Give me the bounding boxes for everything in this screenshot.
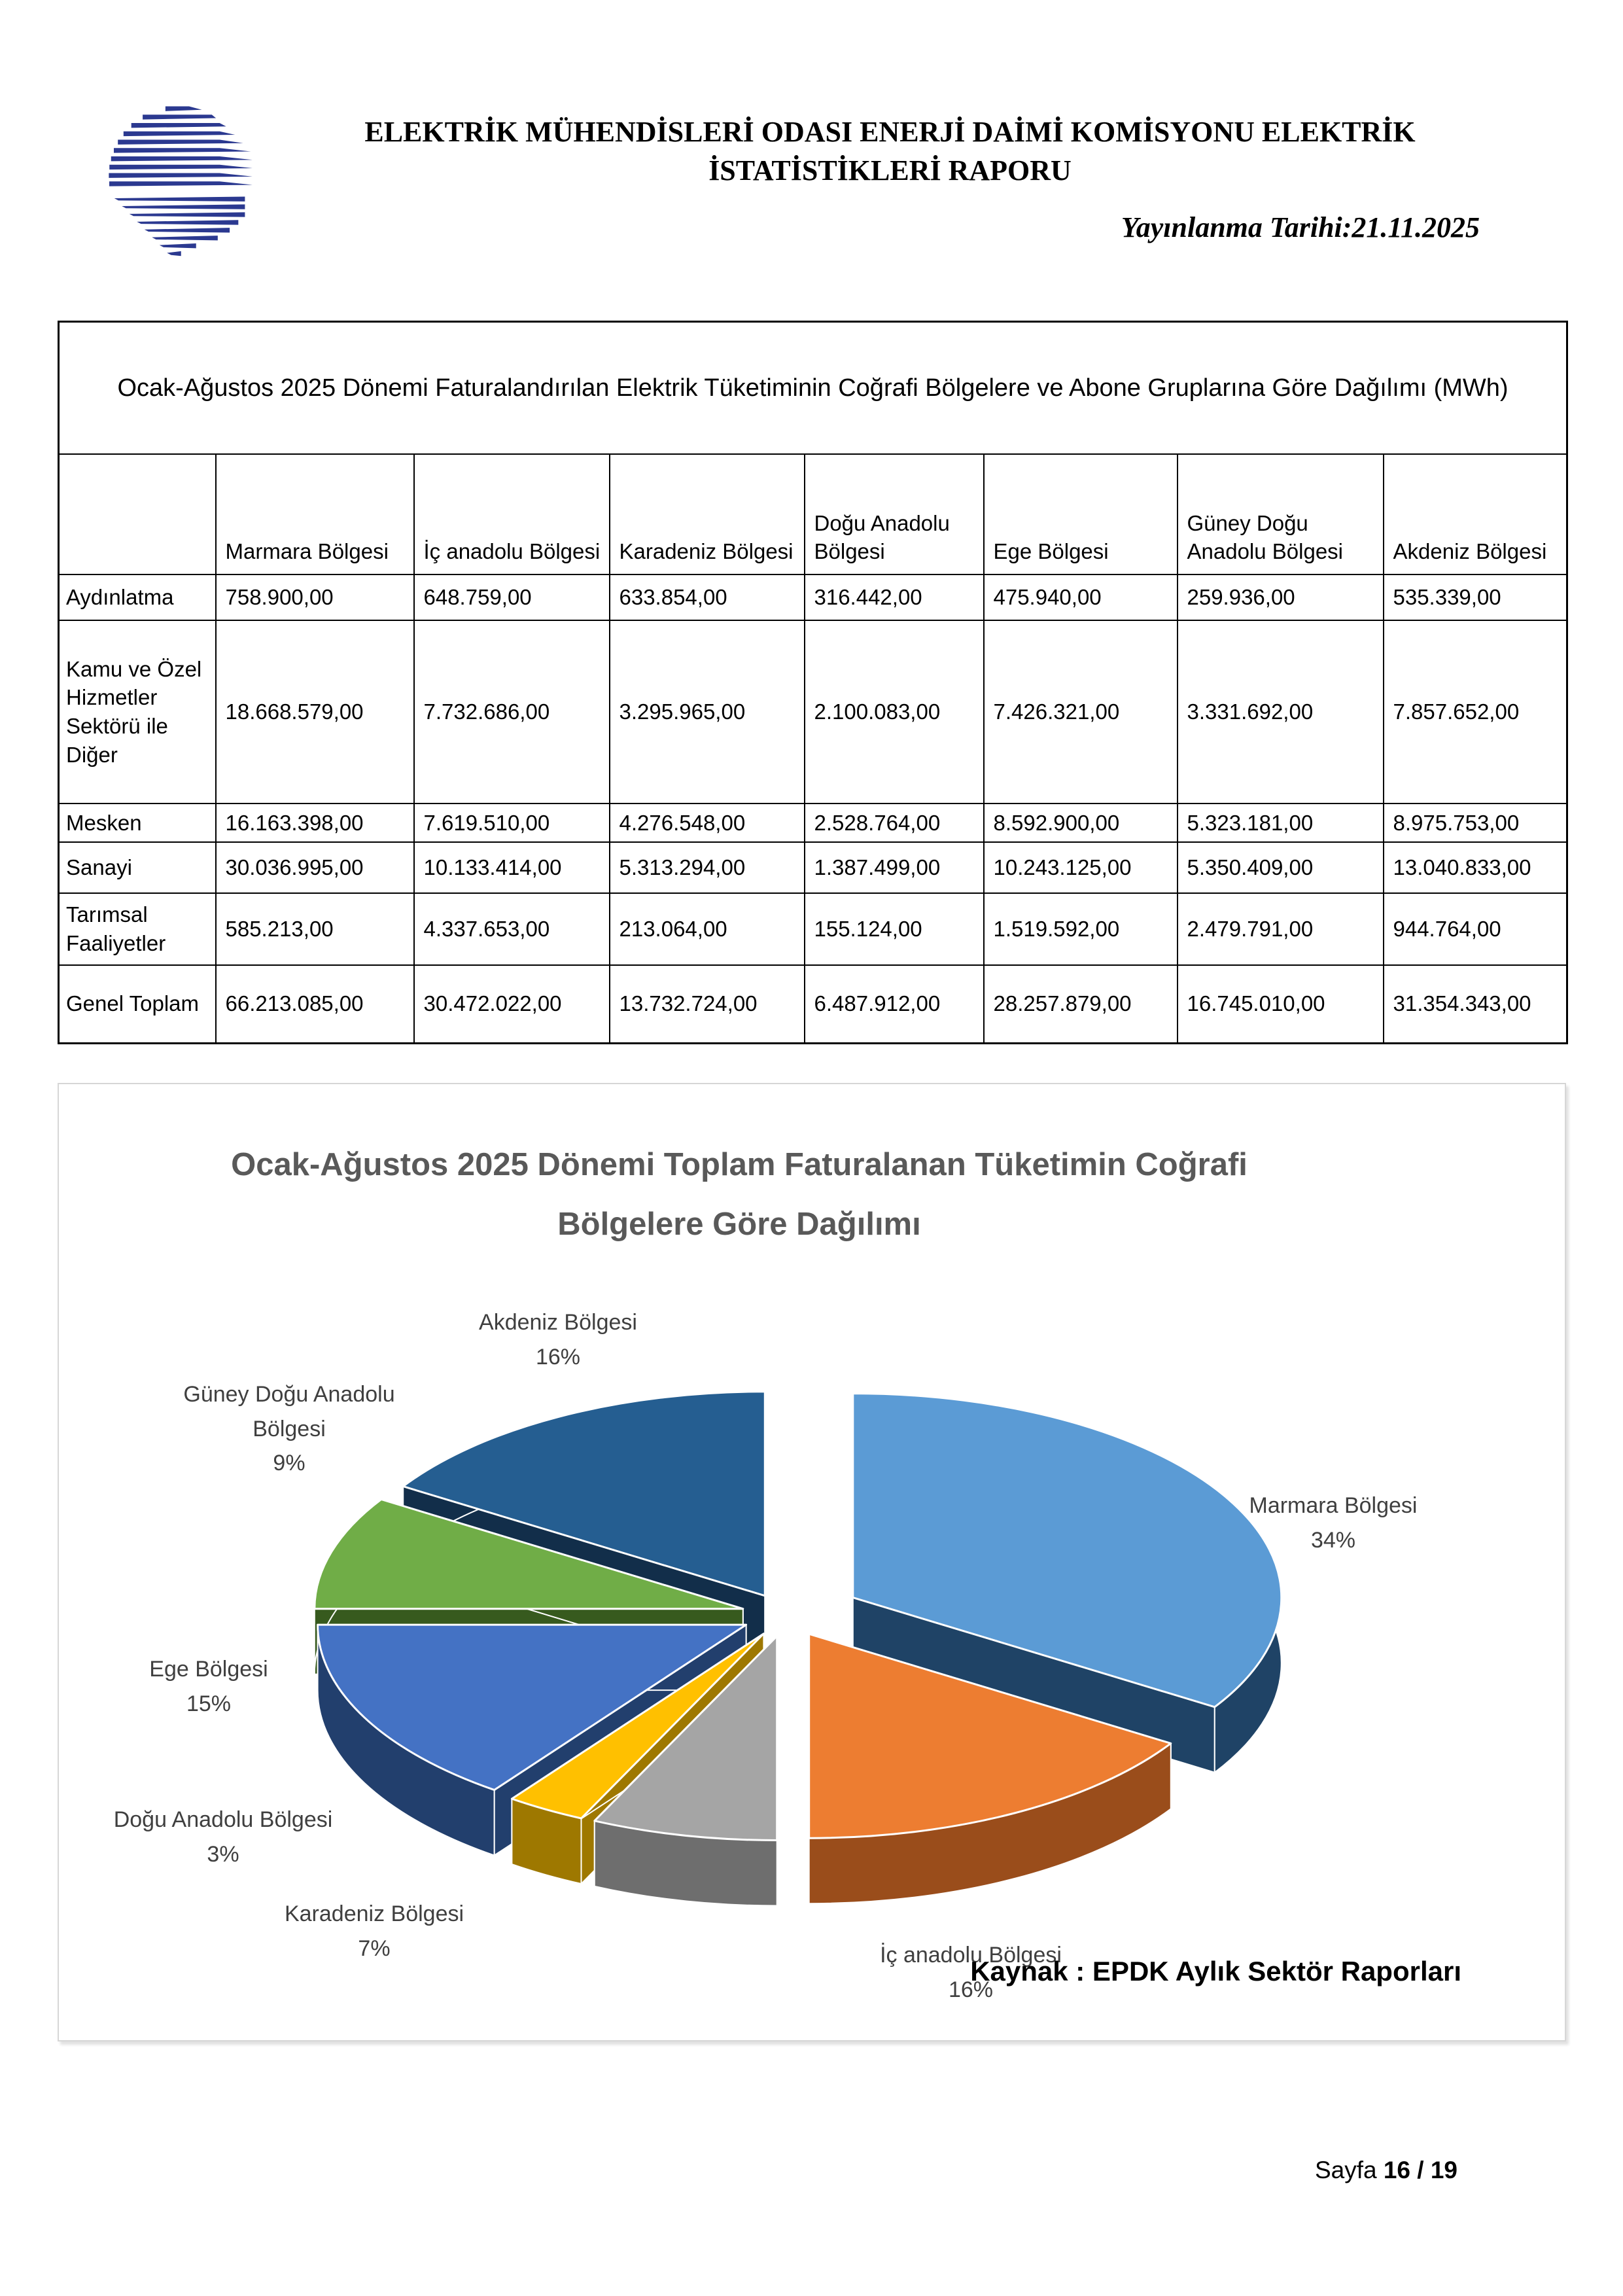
value-cell: 5.313.294,00 bbox=[610, 842, 805, 893]
value-cell: 30.472.022,00 bbox=[414, 965, 610, 1043]
consumption-table bbox=[58, 321, 1568, 1044]
value-cell: 1.387.499,00 bbox=[805, 842, 984, 893]
page-number bbox=[1315, 2157, 1457, 2184]
value-cell: 7.426.321,00 bbox=[984, 620, 1178, 804]
value-cell: 10.133.414,00 bbox=[414, 842, 610, 893]
col-header-doguanadolu: Doğu Anadolu Bölgesi bbox=[805, 454, 984, 574]
value-cell: 13.732.724,00 bbox=[610, 965, 805, 1043]
chart-source: Kaynak : EPDK Aylık Sektör Raporları bbox=[970, 1956, 1461, 1987]
table-row bbox=[59, 804, 1567, 842]
value-cell: 259.936,00 bbox=[1178, 574, 1384, 620]
col-header-marmara: Marmara Bölgesi bbox=[216, 454, 414, 574]
value-cell: 18.668.579,00 bbox=[216, 620, 414, 804]
value-cell: 316.442,00 bbox=[805, 574, 984, 620]
row-label: Kamu ve Özel Hizmetler Sektörü ile Diğer bbox=[59, 620, 216, 804]
value-cell: 30.036.995,00 bbox=[216, 842, 414, 893]
value-cell: 535.339,00 bbox=[1384, 574, 1567, 620]
value-cell: 6.487.912,00 bbox=[805, 965, 984, 1043]
value-cell: 8.975.753,00 bbox=[1384, 804, 1567, 842]
col-header-guneydogu: Güney Doğu Anadolu Bölgesi bbox=[1178, 454, 1384, 574]
value-cell: 3.331.692,00 bbox=[1178, 620, 1384, 804]
table-row bbox=[59, 965, 1567, 1043]
table-title: Ocak-Ağustos 2025 Dönemi Faturalandırılan Elektrik Tüketiminin Coğrafi Bölgelere ve Abone Gruplarına Göre Dağılımı (MWh) bbox=[59, 322, 1567, 455]
value-cell: 213.064,00 bbox=[610, 893, 805, 965]
value-cell: 585.213,00 bbox=[216, 893, 414, 965]
report-title-line2: İSTATİSTİKLERİ RAPORU bbox=[708, 154, 1072, 187]
table-row bbox=[59, 620, 1567, 804]
value-cell: 5.350.409,00 bbox=[1178, 842, 1384, 893]
table-row bbox=[59, 842, 1567, 893]
corner-cell bbox=[59, 454, 216, 574]
chart-panel bbox=[58, 1083, 1566, 2041]
col-header-icanadolu: İç anadolu Bölgesi bbox=[414, 454, 610, 574]
pie-slice-label: Karadeniz Bölgesi 7% bbox=[284, 1901, 464, 1961]
report-title bbox=[275, 113, 1505, 190]
value-cell: 31.354.343,00 bbox=[1384, 965, 1567, 1043]
table-header-row bbox=[59, 454, 1567, 574]
value-cell: 944.764,00 bbox=[1384, 893, 1567, 965]
report-title-line1: ELEKTRİK MÜHENDİSLERİ ODASI ENERJİ DAİMİ KOMİSYONU ELEKTRİK bbox=[364, 116, 1416, 148]
pie-slice-label: Ege Bölgesi 15% bbox=[149, 1657, 268, 1716]
value-cell: 633.854,00 bbox=[610, 574, 805, 620]
pie-slice-label: Güney Doğu Anadolu Bölgesi 9% bbox=[183, 1382, 395, 1476]
table-title-row bbox=[59, 322, 1567, 455]
row-label: Genel Toplam bbox=[59, 965, 216, 1043]
value-cell: 4.276.548,00 bbox=[610, 804, 805, 842]
pie-slice-label: Akdeniz Bölgesi 16% bbox=[479, 1310, 637, 1369]
value-cell: 758.900,00 bbox=[216, 574, 414, 620]
col-header-karadeniz: Karadeniz Bölgesi bbox=[610, 454, 805, 574]
value-cell: 66.213.085,00 bbox=[216, 965, 414, 1043]
value-cell: 7.732.686,00 bbox=[414, 620, 610, 804]
page-number-label: Sayfa bbox=[1314, 2157, 1377, 2183]
value-cell: 4.337.653,00 bbox=[414, 893, 610, 965]
col-header-ege: Ege Bölgesi bbox=[984, 454, 1178, 574]
value-cell: 7.857.652,00 bbox=[1384, 620, 1567, 804]
row-label: Mesken bbox=[59, 804, 216, 842]
table-row bbox=[59, 893, 1567, 965]
col-header-akdeniz: Akdeniz Bölgesi bbox=[1384, 454, 1567, 574]
row-label: Tarımsal Faaliyetler bbox=[59, 893, 216, 965]
row-label: Aydınlatma bbox=[59, 574, 216, 620]
value-cell: 475.940,00 bbox=[984, 574, 1178, 620]
table-row bbox=[59, 574, 1567, 620]
value-cell: 28.257.879,00 bbox=[984, 965, 1178, 1043]
publish-date: Yayınlanma Tarihi:21.11.2025 bbox=[1121, 211, 1480, 243]
value-cell: 16.745.010,00 bbox=[1178, 965, 1384, 1043]
value-cell: 10.243.125,00 bbox=[984, 842, 1178, 893]
value-cell: 155.124,00 bbox=[805, 893, 984, 965]
chart-title-line2: Bölgelere Göre Dağılımı bbox=[557, 1206, 921, 1242]
value-cell: 648.759,00 bbox=[414, 574, 610, 620]
emo-logo bbox=[103, 98, 254, 265]
pie-slice-label: Marmara Bölgesi 34% bbox=[1249, 1493, 1418, 1553]
value-cell: 8.592.900,00 bbox=[984, 804, 1178, 842]
value-cell: 3.295.965,00 bbox=[610, 620, 805, 804]
value-cell: 7.619.510,00 bbox=[414, 804, 610, 842]
value-cell: 16.163.398,00 bbox=[216, 804, 414, 842]
pie-slice-label: Doğu Anadolu Bölgesi 3% bbox=[113, 1807, 333, 1867]
value-cell: 2.479.791,00 bbox=[1178, 893, 1384, 965]
value-cell: 2.100.083,00 bbox=[805, 620, 984, 804]
value-cell: 2.528.764,00 bbox=[805, 804, 984, 842]
value-cell: 5.323.181,00 bbox=[1178, 804, 1384, 842]
value-cell: 1.519.592,00 bbox=[984, 893, 1178, 965]
pie-slice-label: İç anadolu Bölgesi 16% bbox=[880, 1943, 1062, 2002]
chart-title-line1: Ocak-Ağustos 2025 Dönemi Toplam Faturalanan Tüketimin Coğrafi bbox=[231, 1147, 1248, 1182]
value-cell: 13.040.833,00 bbox=[1384, 842, 1567, 893]
page-number-value: 16 / 19 bbox=[1383, 2157, 1457, 2183]
row-label: Sanayi bbox=[59, 842, 216, 893]
